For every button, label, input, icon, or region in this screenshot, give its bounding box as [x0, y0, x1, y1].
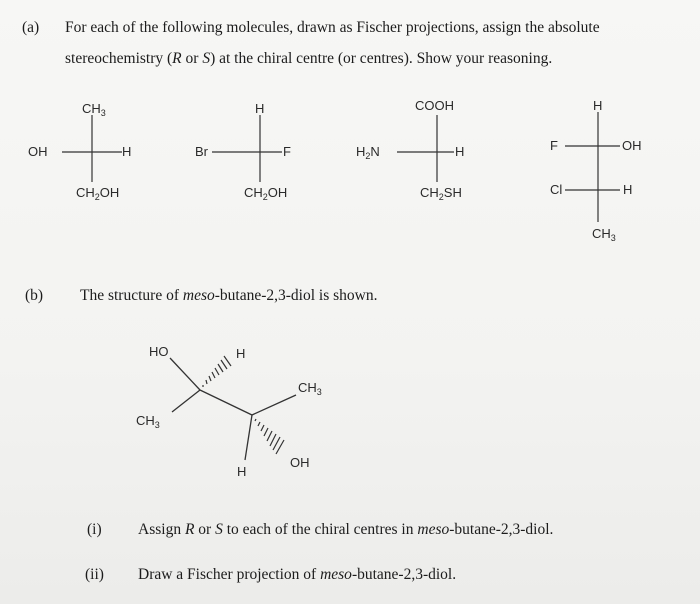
- fischer-1-top: $CH_3$: [82, 101, 106, 118]
- fischer-3-bottom: $CH_2SH$: [420, 185, 462, 202]
- fischer-4-right-2: H: [623, 182, 633, 197]
- fischer-4-left-2: Cl: [550, 182, 563, 197]
- fischer-3-right: H: [455, 144, 465, 159]
- part-a-line-1: For each of the following molecules, drawn as Fischer projections, assign the absolute: [65, 19, 600, 36]
- fischer-1-left: OH: [28, 144, 48, 159]
- fischer-2-top: H: [255, 101, 265, 116]
- fischer-4-top: H: [593, 98, 603, 113]
- part-a-label: (a): [22, 19, 40, 36]
- sub-i-text: Assign R or S to each of the chiral centres in meso-butane-2,3-diol.: [138, 521, 554, 538]
- sub-ii-label: (ii): [85, 566, 104, 583]
- structure-h-top: H: [236, 346, 246, 361]
- fischer-3-top: COOH: [415, 98, 454, 113]
- meso-butanediol-structure: [136, 344, 322, 479]
- fischer-4-right-1: OH: [622, 138, 642, 153]
- fischer-2-left: Br: [195, 144, 208, 159]
- fischer-2-right: F: [283, 144, 291, 159]
- part-b-label: (b): [25, 287, 44, 304]
- fischer-3-left: $H_2N$: [356, 144, 380, 161]
- fischer-1-bottom: $CH_2OH$: [76, 185, 120, 202]
- fischer-molecule-3: [356, 98, 464, 202]
- sub-i-label: (i): [87, 521, 102, 538]
- sub-ii-text: Draw a Fischer projection of meso-butane-2,3-diol.: [138, 566, 457, 583]
- fischer-1-right: H: [122, 144, 132, 159]
- structure-ch3-left: $CH_3$: [136, 413, 160, 430]
- fischer-molecule-4: [550, 98, 642, 243]
- part-b-text: The structure of meso-butane-2,3-diol is shown.: [80, 287, 378, 304]
- structure-ch3-right: $CH_3$: [298, 380, 322, 397]
- structure-oh: OH: [290, 455, 310, 470]
- fischer-2-bottom: $CH_2OH$: [244, 185, 288, 202]
- part-a-line-2: stereochemistry (R or S) at the chiral centre (or centres). Show your reasoning.: [65, 50, 553, 67]
- fischer-4-left-1: F: [550, 138, 558, 153]
- structure-ho: HO: [149, 344, 169, 359]
- fischer-4-bottom: $CH_3$: [592, 226, 616, 243]
- structure-h-bottom: H: [237, 464, 247, 479]
